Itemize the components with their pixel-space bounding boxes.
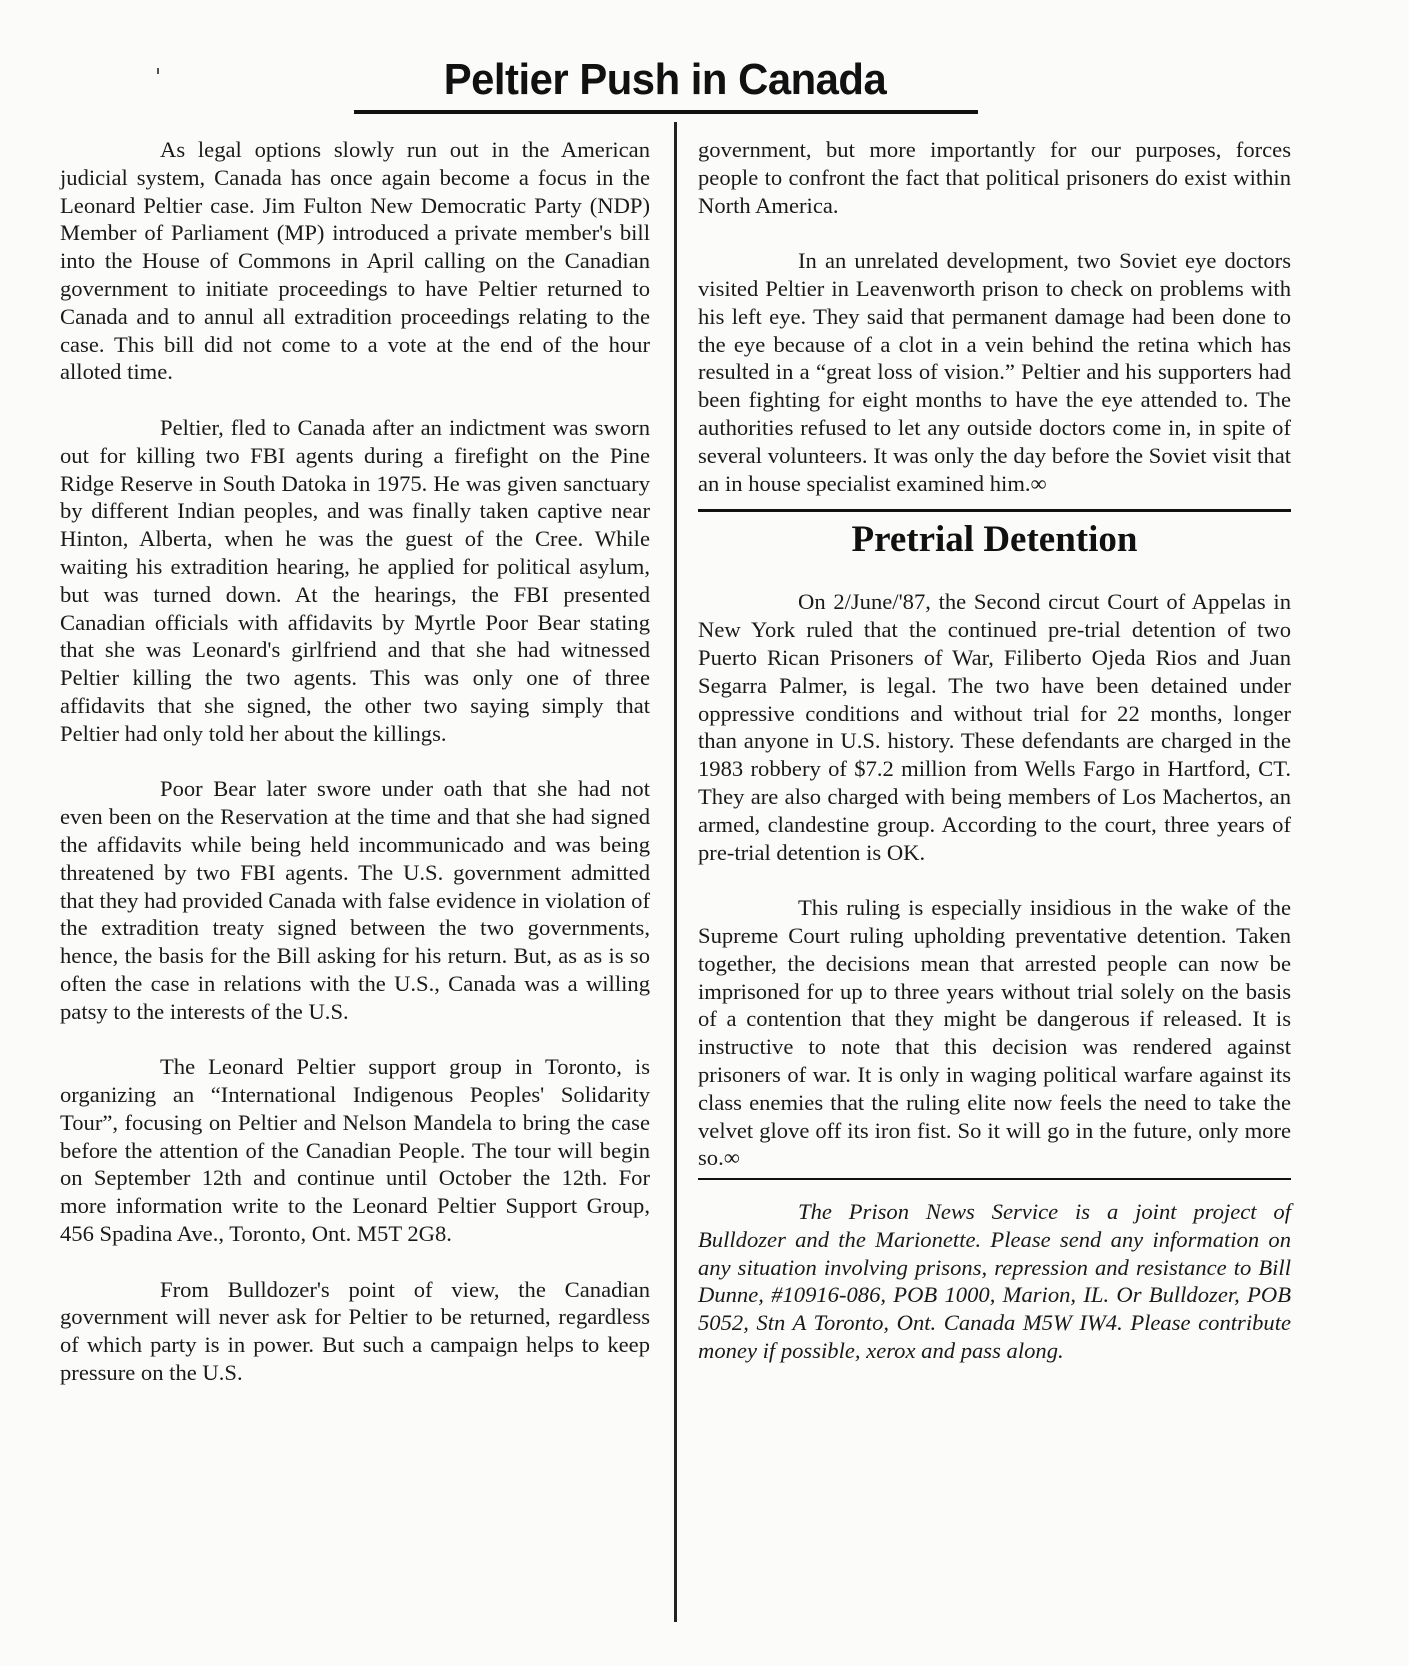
note-rule	[698, 1178, 1291, 1180]
article-paragraph: Peltier, fled to Canada after an indictment was sworn out for killing two FBI agents during a firefight on the Pine Ridge Reserve in South Datoka in 1975. He was given sanctuary by different Indian peoples, and was finally taken captive near Hinton, Alberta, when he was the guest of the Cree. While waiting his extradition hearing, he applied for political asylum, but was turned down. At the hearings, the FBI presented Canadian officials with affidavits by Myrtle Poor Bear stating that she was Leonard's girlfriend and that she had witnessed Peltier killing the two agents. This was only one of three affidavits that she signed, the other two saying simply that Peltier had only told her about the killings.	[60, 414, 650, 746]
headline-rule	[354, 110, 978, 114]
article-paragraph: This ruling is especially insidious in the wake of the Supreme Court ruling upholding preventative detention. Taken together, the decisions mean that arrested people can now be imprisoned for up to three years without trial solely on the basis of a contention that they might be dangerous if released. It is instructive to note that this decision was rendered against prisoners of war. It is only in waging political warfare against its class enemies that the ruling elite now feels the need to take the velvet glove off its iron fist. So it will go in the future, only more so.∞	[698, 895, 1291, 1171]
article-paragraph: From Bulldozer's point of view, the Canadian government will never ask for Peltier to be returned, regardless of which party is in power. But such a campaign helps to keep pressure on the U.S.	[60, 1276, 650, 1386]
article-paragraph: Poor Bear later swore under oath that she had not even been on the Reservation at the time and that she had signed the affidavits while being held incommunicado and was being threatened by two FBI agents. The U.S. government admitted that they had provided Canada with false evidence in violation of the extradition treaty signed between the two governments, hence, the basis for the Bill asking for his return. But, as as is so often the case in relations with the U.S., Canada was a willing patsy to the interests of the U.S.	[60, 776, 650, 1024]
section-rule	[698, 509, 1291, 512]
article-paragraph: In an unrelated development, two Soviet eye doctors visited Peltier in Leavenworth prison to check on problems with his left eye. They said that permanent damage had been done to the eye because of a clot in a vein behind the retina which has resulted in a “great loss of vision.” Peltier and his supporters had been fighting for eight months to have the eye attended to. The authorities refused to let any outside doctors come in, in spite of several volunteers. It was only the day before the Soviet visit that an in house specialist examined him.∞	[698, 248, 1291, 496]
article-paragraph: As legal options slowly run out in the American judicial system, Canada has once again become a focus in the Leonard Peltier case. Jim Fulton New Democratic Party (NDP) Member of Parliament (MP) introduced a private member's bill into the House of Commons in April calling on the Canadian government to initiate proceedings to have Peltier returned to Canada and to annul all extradition proceedings relating to the case. This bill did not come to a vote at the end of the hour alloted time.	[60, 137, 650, 385]
article-paragraph: The Leonard Peltier support group in Toronto, is organizing an “International Indigenous Peoples' Solidarity Tour”, focusing on Peltier and Nelson Mandela to bring the case before the attention of the Canadian People. The tour will begin on September 12th and continue until October the 12th. For more information write to the Leonard Peltier Support Group, 456 Spadina Ave., Toronto, Ont. M5T 2G8.	[60, 1054, 650, 1247]
left-column	[60, 136, 650, 1387]
article-paragraph: On 2/June/'87, the Second circut Court of Appelas in New York ruled that the continued pre-trial detention of two Puerto Rican Prisoners of War, Filiberto Ojeda Rios and Juan Segarra Palmer, is legal. The two have been detained under oppressive conditions and without trial for 22 months, longer than anyone in U.S. history. These defendants are charged in the 1983 robbery of $7.2 million from Wells Fargo in Hartford, CT. They are also charged with being members of Los Machertos, an armed, clandestine group. According to the court, three years of pre-trial detention is OK.	[698, 589, 1291, 865]
column-divider	[674, 122, 677, 1622]
article-continuation: government, but more importantly for our purposes, forces people to confront the fact that political prisoners do exist within North America.	[698, 137, 1291, 218]
scan-speck	[157, 68, 159, 74]
note-paragraph: The Prison News Service is a joint project of Bulldozer and the Marionette. Please send any information on any situation involving prisons, repression and resistance to Bill Dunne, #10916-086, POB 1000, Marion, IL. Or Bulldozer, POB 5052, Stn A Toronto, Ont. Canada M5W IW4. Please contribute money if possible, xerox and pass along.	[698, 1199, 1291, 1364]
section-title: Pretrial Detention	[851, 519, 1138, 561]
right-column	[698, 136, 1291, 1365]
headline: Peltier Push in Canada	[443, 55, 887, 104]
prison-news-service-note	[698, 1198, 1291, 1365]
